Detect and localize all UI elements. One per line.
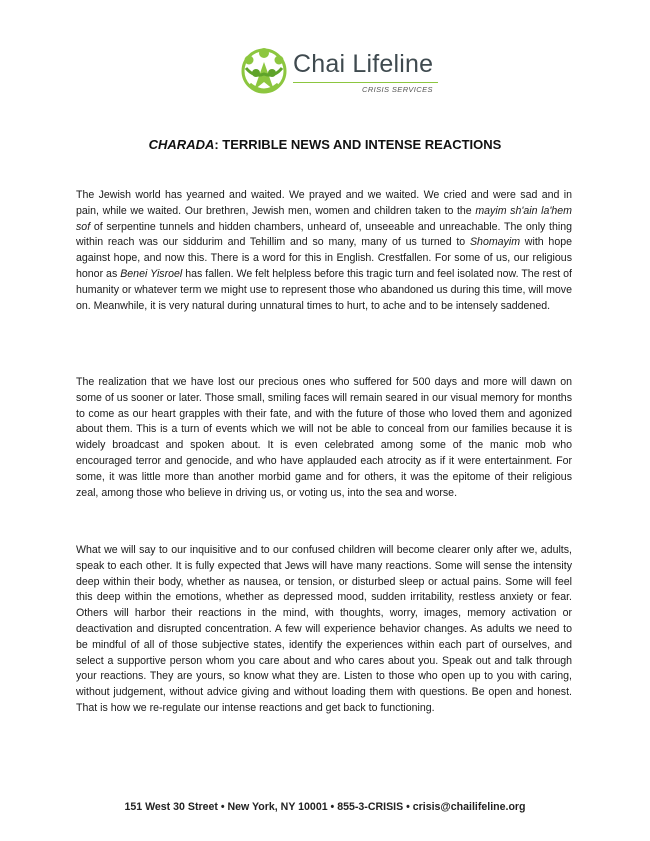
brand-name: Chai Lifeline	[293, 50, 434, 78]
footer-contact: 151 West 30 Street • New York, NY 10001 • 855-3-CRISIS • crisis@chailifeline.org	[124, 801, 526, 813]
paragraph-1-text-c: with hope against hope, and now this. There is a word for this in English. Crestfallen. For some of us, our religious honor as	[76, 236, 572, 280]
paragraph-1	[76, 188, 572, 314]
title-rest: : TERRIBLE NEWS AND INTENSE REACTIONS	[214, 137, 502, 152]
paragraph-1-text-b: of serpentine tunnels and hidden chambers, unheard of, unseeable and unreachable. The only thing within reach was our siddurim and Tehillim and so many, many of us turned to	[76, 220, 572, 249]
paragraph-1-italic-b: Shomayim	[469, 236, 521, 249]
brand-divider	[293, 82, 438, 83]
paragraph-2: The realization that we have lost our precious ones who suffered for 500 days and more will dawn on some of us sooner or later. Those small, smiling faces will remain seared in our visual memory for months to come as our heart grapples with their fate, and with the future of those who loved them and agonized about them. This is a turn of events which we will not be able to conceal from our families because it is widely broadcast and spoken about. It is even celebrated among some of the manic mob who encouraged terror and genocide, and who have applauded each atrocity as if it were entertainment. For some, it was little more than another morbid game and for others, it was the epitome of their religious zeal, among those who believe in driving us, or voting us, into the sea and worse.	[76, 376, 572, 499]
title-italic-word: CHARADA	[148, 137, 215, 152]
chai-people-logo-icon	[236, 44, 292, 100]
paragraph-1-italic-a: mayim sh'ain la'hem sof	[76, 204, 572, 233]
paragraph-1-text-a: The Jewish world has yearned and waited. We prayed and we waited. We cried and were sad and in pain, while we waited. Our brethren, Jewish men, women and children taken to the	[76, 189, 572, 217]
brand-subtitle: CRISIS SERVICES	[362, 85, 433, 94]
document-title	[0, 137, 650, 152]
chai-lifeline-logo	[236, 44, 446, 100]
paragraph-3: What we will say to our inquisitive and to our confused children will become clearer only after we, adults, speak to each other. It is fully expected that Jews will have many reactions. Some will sense the intensity deep within their body, whether as nausea, or tension, or disturbed sleep or actual pains. Some will feel this deep within the emotions, whether as depressed mood, sudden irritability, restless anxiety or fear. Others will harbor their reactions in the mind, with thoughts, worry, images, memory activation or deactivation and disrupted concentration. A few will experience behavior changes. As adults we need to be mindful of all of those subjective states, identify the experiences within each part of ourselves, and select a supportive person whom you care about and who cares about you. Speak out and talk through your reactions. They are yours, so know what they are. Listen to those who open up to you with caring, without judgement, without advice giving and without loading them with questions. Be open and honest. That is how we re-regulate our intense reactions and get back to functioning.	[76, 544, 572, 714]
paragraph-1-italic-c: Benei Yisroel	[120, 267, 183, 280]
paragraph-1-text-d: has fallen. We felt helpless before this tragic turn and feel isolated now. The rest of humanity or whatever term we might use to represent those who abandoned us during this time, will move on. Meanwhile, it is very natural during unnatural times to hurt, to ache and to be intensely saddened.	[76, 267, 573, 312]
